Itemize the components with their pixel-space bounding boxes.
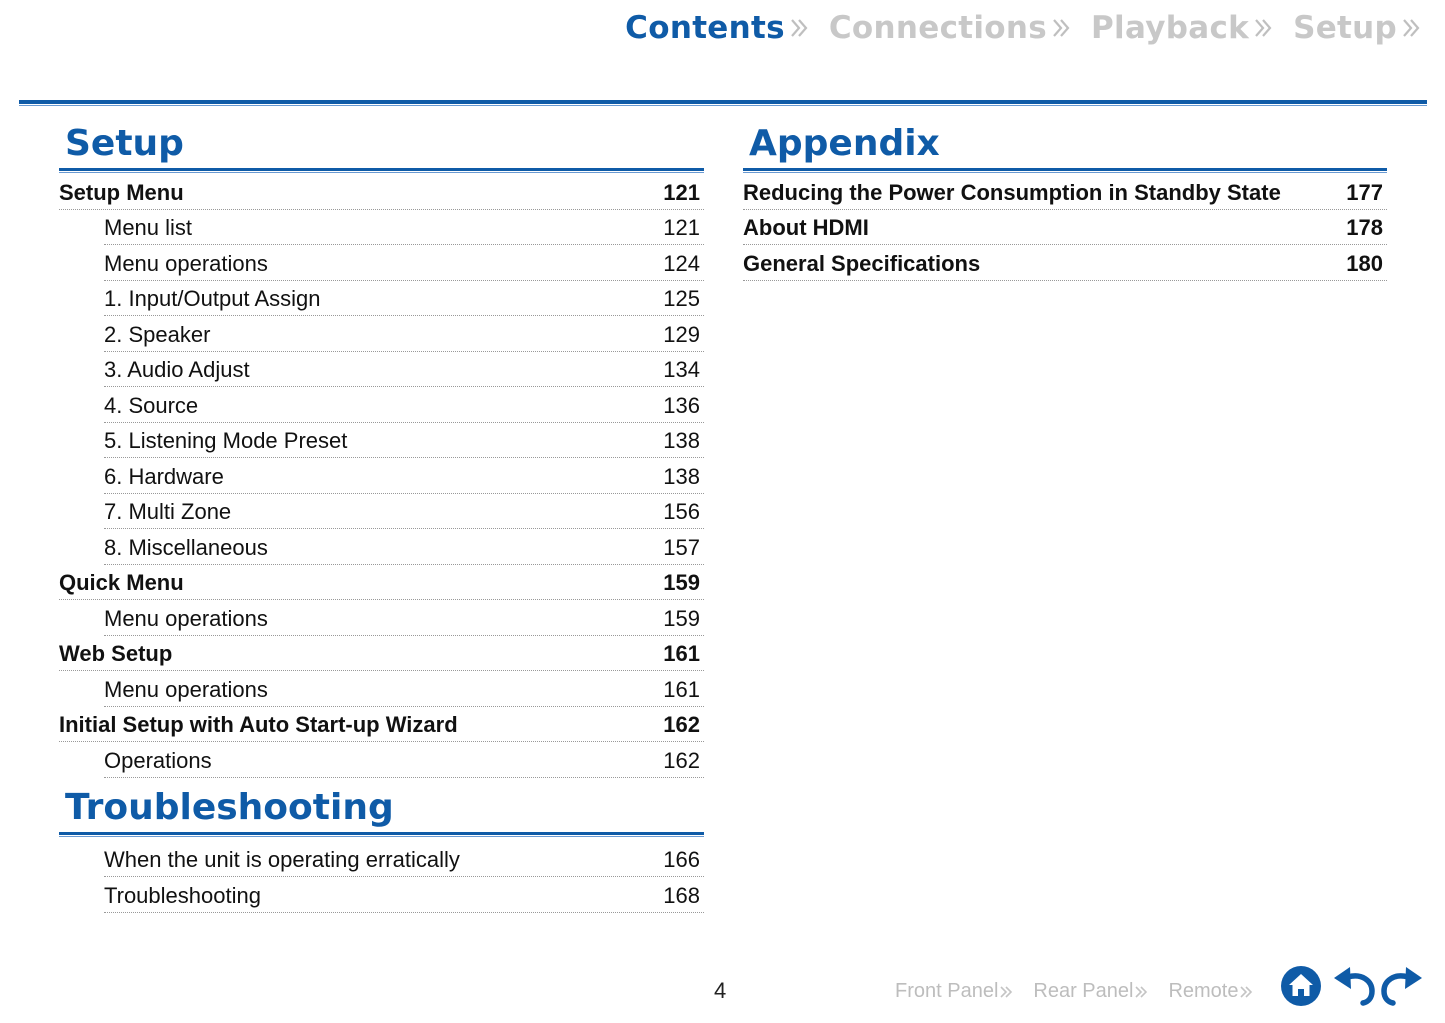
section-divider (743, 168, 1387, 171)
toc-entry-page: 166 (663, 847, 700, 872)
toc-entry-page: 121 (663, 215, 700, 240)
double-chevron-right-icon (1401, 16, 1423, 40)
section-divider (59, 832, 704, 835)
toc-entry-title: Reducing the Power Consumption in Standby State (743, 179, 1281, 205)
toc-entry-title: Quick Menu (59, 570, 184, 595)
top-navigation (607, 10, 1423, 46)
forward-icon[interactable] (1380, 965, 1424, 1007)
toc-entry-page: 162 (663, 712, 700, 737)
nav-contents[interactable] (625, 10, 811, 46)
toc-entry[interactable] (59, 707, 704, 743)
toc-entry-title: Setup Menu (59, 179, 184, 205)
toc-entry-title: When the unit is operating erratically (104, 847, 460, 872)
toc-entry-title: General Specifications (743, 250, 981, 276)
setup-toc-list (59, 174, 704, 778)
toc-entry-page: 161 (663, 641, 700, 666)
toc-entry-title: 3. Audio Adjust (104, 357, 250, 382)
toc-entry-page: 125 (663, 286, 700, 311)
toc-entry-title: Initial Setup with Auto Start-up Wizard (59, 712, 458, 737)
left-column (59, 120, 704, 913)
toc-entry-page: 134 (663, 357, 700, 382)
toc-entry-page: 157 (663, 534, 700, 560)
toc-entry-title: 1. Input/Output Assign (104, 286, 321, 311)
toc-entry-page: 180 (1346, 250, 1383, 276)
remote-link[interactable] (1168, 980, 1255, 1003)
troubleshooting-section-header (59, 784, 704, 834)
toc-entry-page: 162 (663, 747, 700, 773)
double-chevron-right-icon (999, 984, 1015, 1000)
toc-entry-page: 161 (663, 676, 700, 702)
toc-entry[interactable] (59, 565, 704, 601)
double-chevron-right-icon (789, 16, 811, 40)
toc-entry[interactable] (59, 174, 704, 210)
toc-entry[interactable] (104, 281, 704, 317)
toc-entry-page: 178 (1346, 215, 1383, 240)
toc-entry-page: 159 (663, 570, 700, 595)
toc-entry[interactable] (743, 245, 1387, 281)
toc-entry[interactable] (104, 245, 704, 281)
nav-setup[interactable] (1293, 10, 1423, 46)
nav-connections-label: Connections (828, 10, 1048, 46)
toc-entry-title: 2. Speaker (104, 321, 211, 347)
right-column (743, 120, 1387, 281)
toc-entry[interactable] (104, 494, 704, 530)
home-icon[interactable] (1280, 965, 1322, 1007)
toc-entry-title: 6. Hardware (104, 463, 224, 489)
header-divider (19, 100, 1427, 104)
toc-entry-title: Web Setup (59, 641, 173, 666)
toc-entry-title: 8. Miscellaneous (104, 534, 268, 560)
toc-entry-title: Troubleshooting (104, 882, 261, 908)
nav-connections[interactable] (829, 10, 1073, 46)
toc-entry-page: 124 (663, 250, 700, 276)
back-icon[interactable] (1332, 965, 1376, 1007)
front-panel-link-label: Front Panel (895, 980, 999, 1002)
toc-entry-title: Operations (104, 747, 212, 773)
toc-entry[interactable] (104, 529, 704, 565)
toc-entry[interactable] (59, 636, 704, 672)
toc-entry-page: 121 (663, 179, 700, 205)
nav-contents-label: Contents (625, 10, 785, 46)
toc-entry-page: 136 (663, 392, 700, 418)
toc-entry[interactable] (104, 877, 704, 913)
toc-entry-title: 4. Source (104, 392, 199, 418)
toc-entry-page: 159 (663, 605, 700, 631)
setup-section-title: Setup (65, 123, 184, 164)
appendix-section-header (743, 120, 1387, 170)
front-panel-link[interactable] (895, 980, 1015, 1003)
toc-entry-page: 138 (663, 428, 700, 453)
double-chevron-right-icon (1051, 16, 1073, 40)
toc-entry[interactable] (104, 387, 704, 423)
page-number: 4 (714, 978, 727, 1003)
remote-link-label: Remote (1168, 980, 1239, 1002)
toc-entry[interactable] (104, 423, 704, 459)
toc-entry-page: 138 (663, 463, 700, 489)
nav-setup-label: Setup (1293, 10, 1397, 46)
troubleshooting-toc-list (59, 842, 704, 913)
toc-entry-page: 129 (663, 321, 700, 347)
toc-entry[interactable] (104, 671, 704, 707)
toc-entry[interactable] (743, 174, 1387, 210)
toc-entry-title: About HDMI (743, 215, 869, 240)
toc-entry-title: Menu operations (104, 605, 268, 631)
toc-entry-title: 5. Listening Mode Preset (104, 428, 348, 453)
toc-entry[interactable] (104, 352, 704, 388)
footer-links (895, 980, 1273, 1003)
toc-entry-title: Menu operations (104, 676, 268, 702)
rear-panel-link-label: Rear Panel (1033, 980, 1134, 1002)
toc-entry[interactable] (104, 316, 704, 352)
section-divider (59, 168, 704, 171)
toc-entry-title: 7. Multi Zone (104, 499, 232, 524)
toc-entry[interactable] (104, 210, 704, 246)
toc-entry-page: 168 (663, 882, 700, 908)
setup-section-header (59, 120, 704, 170)
nav-playback-label: Playback (1091, 10, 1250, 46)
rear-panel-link[interactable] (1033, 980, 1150, 1003)
double-chevron-right-icon (1134, 984, 1150, 1000)
toc-entry-page: 177 (1346, 179, 1383, 205)
toc-entry-page: 156 (663, 499, 700, 524)
appendix-toc-list (743, 174, 1387, 281)
toc-entry-title: Menu operations (104, 250, 268, 276)
toc-entry[interactable] (104, 458, 704, 494)
double-chevron-right-icon (1253, 16, 1275, 40)
troubleshooting-section-title: Troubleshooting (65, 786, 394, 828)
nav-playback[interactable] (1091, 10, 1275, 46)
toc-entry[interactable] (104, 600, 704, 636)
appendix-section-title: Appendix (749, 123, 940, 164)
toc-entry-title: Menu list (104, 215, 193, 240)
toc-entry[interactable] (104, 742, 704, 778)
double-chevron-right-icon (1239, 984, 1255, 1000)
toc-entry[interactable] (104, 842, 704, 878)
toc-entry[interactable] (743, 210, 1387, 246)
